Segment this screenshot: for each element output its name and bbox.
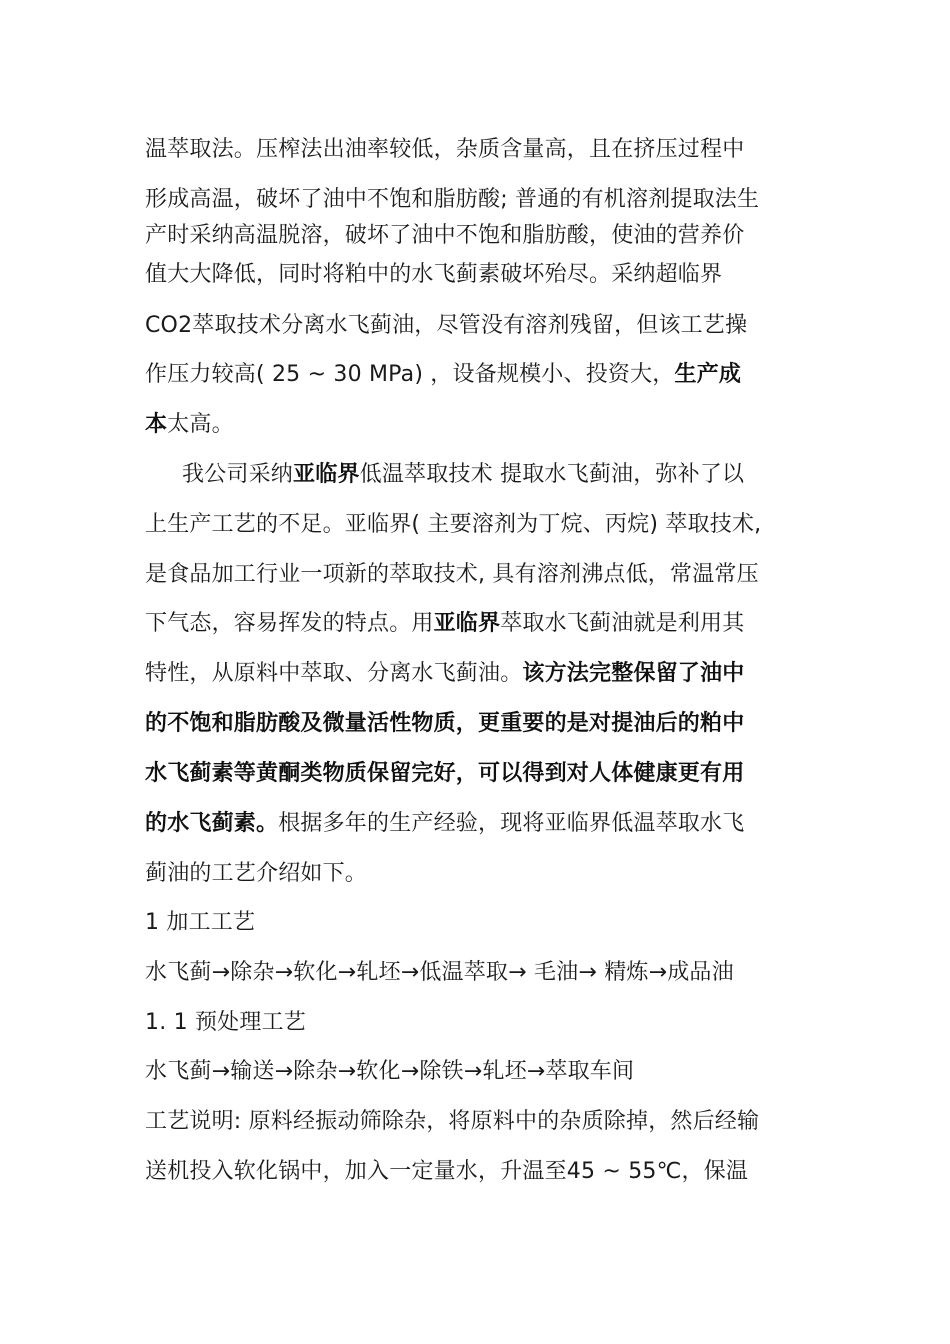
paragraph-2-line-1-text-c: 低温萃取技术 提取水飞蓟油，弥补了以 bbox=[359, 462, 745, 487]
paragraph-2-line-2: 上生产工艺的不足。亚临界( 主要溶剂为丁烷、丙烷) 萃取技术, bbox=[145, 512, 762, 537]
paragraph-2-line-8 bbox=[145, 810, 744, 838]
paragraph-2-line-9: 蓟油的工艺介绍如下。 bbox=[145, 861, 368, 886]
paragraph-1-line-1: 温萃取法。压榨法出油率较低，杂质含量高，且在挤压过程中 bbox=[145, 137, 745, 162]
section-1-1-heading: 1. 1 预处理工艺 bbox=[145, 1010, 306, 1035]
paragraph-1-line-7-bold: 本 bbox=[145, 412, 168, 437]
paragraph-2-line-5 bbox=[145, 660, 744, 688]
paragraph-2-line-4-text-c: 萃取水飞蓟油就是利用其 bbox=[500, 611, 745, 636]
paragraph-2-line-8-text: 根据多年的生产经验，现将亚临界低温萃取水飞 bbox=[278, 811, 745, 836]
paragraph-1-line-5: CO2萃取技术分离水飞蓟油，尽管没有溶剂残留，但该工艺操 bbox=[145, 313, 748, 338]
paragraph-2-line-5-bold: 该方法完整保留了油中 bbox=[522, 661, 745, 686]
paragraph-2-line-8-bold: 的水飞蓟素。 bbox=[145, 811, 279, 836]
paragraph-2-line-6: 的不饱和脂肪酸及微量活性物质，更重要的是对提油后的粕中 bbox=[145, 711, 745, 736]
paragraph-2-line-7: 水飞蓟素等黄酮类物质保留完好，可以得到对人体健康更有用 bbox=[145, 761, 745, 786]
paragraph-1-line-6-bold: 生产成 bbox=[674, 362, 742, 387]
section-1-flow: 水飞蓟→除杂→软化→轧坯→低温萃取→ 毛油→ 精炼→成品油 bbox=[145, 960, 734, 985]
paragraph-1-line-6-text: 作压力较高( 25 ~ 30 MPa) ，设备规模小、投资大， bbox=[145, 362, 675, 387]
paragraph-1-line-3: 产时采纳高温脱溶，破坏了油中不饱和脂肪酸，使油的营养价 bbox=[145, 223, 745, 248]
paragraph-2-line-4 bbox=[145, 610, 744, 638]
paragraph-2-line-4-text-a: 下气态，容易挥发的特点。用 bbox=[145, 611, 434, 636]
paragraph-1-line-7-text: 太高。 bbox=[167, 412, 234, 437]
paragraph-2-line-5-text: 特性，从原料中萃取、分离水飞蓟油。 bbox=[145, 661, 523, 686]
paragraph-1-line-2: 形成高温，破坏了油中不饱和脂肪酸; 普通的有机溶剂提取法生 bbox=[145, 187, 760, 212]
section-1-1-flow: 水飞蓟→输送→除杂→软化→除铁→轧坯→萃取车间 bbox=[145, 1059, 635, 1084]
section-1-1-note-line-1: 工艺说明: 原料经振动筛除杂，将原料中的杂质除掉，然后经输 bbox=[145, 1109, 760, 1134]
paragraph-2-line-3: 是食品加工行业一项新的萃取技术, 具有溶剂沸点低，常温常压 bbox=[145, 562, 759, 587]
paragraph-1-line-7 bbox=[145, 411, 234, 439]
paragraph-1-line-4: 值大大降低，同时将粕中的水飞蓟素破坏殆尽。采纳超临界 bbox=[145, 262, 723, 287]
section-1-heading: 1 加工工艺 bbox=[145, 910, 256, 935]
paragraph-2-line-4-bold: 亚临界 bbox=[433, 611, 501, 636]
paragraph-2-line-1-bold: 亚临界 bbox=[293, 462, 360, 487]
paragraph-2-line-1-text-a: 我公司采纳 bbox=[182, 462, 294, 487]
paragraph-1-line-6 bbox=[145, 361, 741, 389]
paragraph-2-line-1 bbox=[182, 461, 744, 489]
section-1-1-note-line-2: 送机投入软化锅中，加入一定量水，升温至45 ~ 55℃，保温 bbox=[145, 1159, 749, 1184]
